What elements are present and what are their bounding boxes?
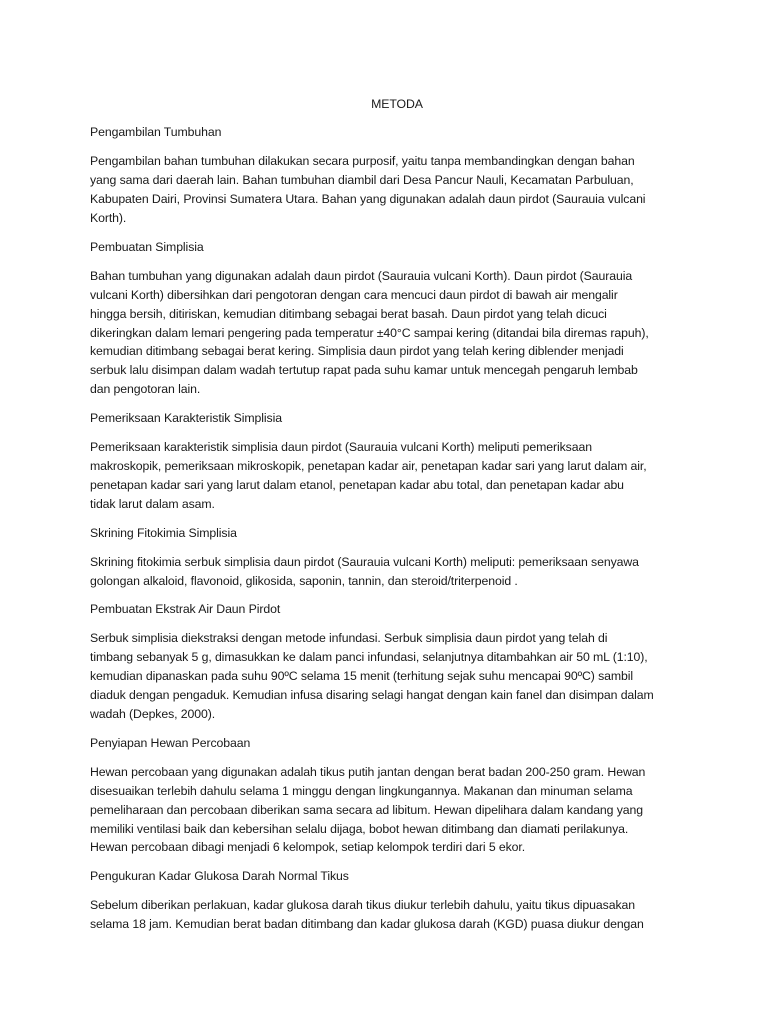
section-pembuatan-simplisia [90,238,690,399]
section-heading: Pemeriksaan Karakteristik Simplisia [90,411,282,426]
section-glukosa-darah [90,867,690,934]
section-paragraph: Skrining fitokimia serbuk simplisia daun pirdot (Saurauia vulcani Korth) meliputi: pemeriksaan senyawa golongan alkaloid, flavonoid, glikosida, saponin, tannin, dan steroid/triterpenoid . [90,554,639,588]
document-title: METODA [371,97,423,111]
section-pengambilan-tumbuhan [90,123,690,228]
section-paragraph: Bahan tumbuhan yang digunakan adalah daun pirdot (Saurauia vulcani Korth). Daun pirdot (Saurauia vulcani Korth) dibersihkan dari pengotoran dengan cara mencuci daun pirdot di bawah air mengalir hingga bersih, ditiriskan, kemudian ditimbang sebagai berat basah. Daun pirdot yang telah dicuci dikeringkan dalam lemari pengering pada temperatur ±40°C sampai kering (ditandai bila diremas rapuh), kemudian ditimbang sebagai berat kering. Simplisia daun pirdot yang telah kering diblender menjadi serbuk lalu disimpan dalam wadah tertutup rapat pada suhu kamar untuk mencegah pengaruh lembab dan pengotoran lain. [90,268,649,397]
section-ekstrak-air [90,600,690,723]
section-paragraph: Serbuk simplisia diekstraksi dengan metode infundasi. Serbuk simplisia daun pirdot yang telah di timbang sebanyak 5 g, dimasukkan ke dalam panci infundasi, selanjutnya ditambahkan air 50 mL (1:10), kemudian dipanaskan pada suhu 90ºC selama 15 menit (terhitung sejak suhu mencapai 90ºC) sambil diaduk dengan pengaduk. Kemudian infusa disaring selagi hangat dengan kain fanel dan disimpan dalam wadah (Depkes, 2000). [90,631,654,721]
section-paragraph: Pemeriksaan karakteristik simplisia daun pirdot (Saurauia vulcani Korth) meliputi pemeriksaan makroskopik, pemeriksaan mikroskopik, penetapan kadar air, penetapan kadar sari yang larut dalam air, penetapan kadar sari yang larut dalam etanol, penetapan kadar abu total, dan penetapan kadar abu tidak larut dalam asam. [90,440,647,511]
section-heading: Skrining Fitokimia Simplisia [90,525,237,540]
section-skrining-fitokimia [90,524,690,591]
section-heading: Pembuatan Simplisia [90,239,204,254]
section-heading: Pengambilan Tumbuhan [90,125,222,140]
section-paragraph: Sebelum diberikan perlakuan, kadar glukosa darah tikus diukur terlebih dahulu, yaitu tikus dipuasakan selama 18 jam. Kemudian berat badan ditimbang dan kadar glukosa darah (KGD) puasa diukur dengan [90,898,644,932]
section-hewan-percobaan [90,734,690,857]
section-heading: Penyiapan Hewan Percobaan [90,735,251,750]
section-heading: Pengukuran Kadar Glukosa Darah Normal Tikus [90,869,349,884]
section-paragraph: Pengambilan bahan tumbuhan dilakukan secara purposif, yaitu tanpa membandingkan dengan bahan yang sama dari daerah lain. Bahan tumbuhan diambil dari Desa Pancur Nauli, Kecamatan Parbuluan, Kabupaten Dairi, Provinsi Sumatera Utara. Bahan yang digunakan adalah daun pirdot (Saurauia vulcani Korth). [90,154,646,226]
section-paragraph: Hewan percobaan yang digunakan adalah tikus putih jantan dengan berat badan 200-250 gram. Hewan disesuaikan terlebih dahulu selama 1 minggu dengan lingkungannya. Makanan dan minuman selama pemeliharaan dan percobaan diberikan sama secara ad libitum. Hewan dipelihara dalam kandang yang memiliki ventilasi baik dan kebersihan selalu dijaga, bobot hewan ditimbang dan diamati perilakunya. Hewan percobaan dibagi menjadi 6 kelompok, setiap kelompok terdiri dari 5 ekor. [90,764,646,855]
document-content [90,95,690,944]
section-pemeriksaan-karakteristik [90,409,690,514]
section-heading: Pembuatan Ekstrak Air Daun Pirdot [90,602,281,617]
